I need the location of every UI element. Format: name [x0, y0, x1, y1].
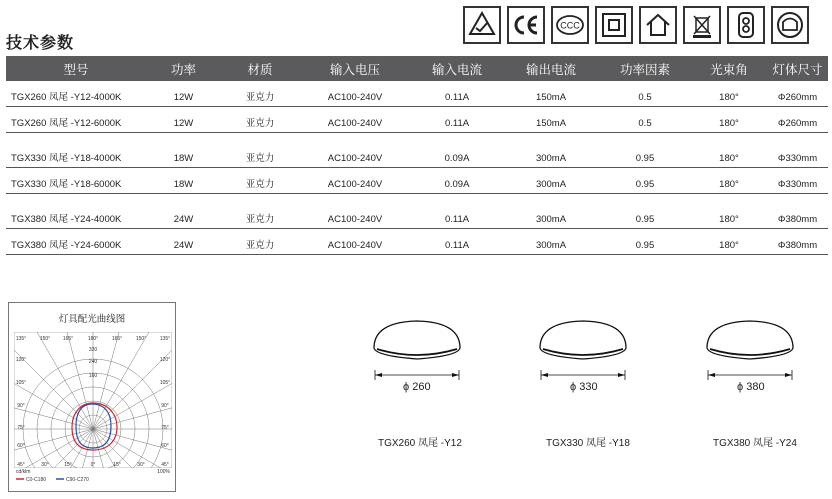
dimension-line-380: [705, 368, 795, 382]
cell-power-factor: 0.95: [599, 133, 691, 168]
polar-title: 灯具配光曲线图: [58, 314, 126, 325]
cell-input-current: 0.09A: [411, 168, 503, 194]
polar-distribution-diagram: [8, 302, 176, 492]
table-row: [6, 194, 828, 229]
cell-size: Φ260mm: [767, 107, 828, 133]
polar-angle-label: 75°: [17, 425, 25, 431]
cell-input-current: 0.11A: [411, 229, 503, 255]
polar-angle-label: 135°: [15, 336, 27, 342]
cell-voltage: AC100-240V: [299, 81, 411, 107]
header-beam-angle: 光束角: [691, 56, 767, 81]
cell-input-current: 0.11A: [411, 194, 503, 229]
polar-angle-label: 180°: [87, 336, 99, 342]
cell-beam-angle: 180°: [691, 194, 767, 229]
cell-material: 亚克力: [221, 133, 299, 168]
header-material: 材质: [221, 56, 299, 81]
polar-angle-label: 150°: [39, 336, 51, 342]
polar-angle-label: 105°: [159, 380, 171, 386]
polar-grid: [13, 331, 173, 489]
lamp-label-330: TGX330 凤尾 -Y18: [546, 438, 630, 449]
header-model: 型号: [6, 56, 146, 81]
cell-material: 亚克力: [221, 229, 299, 255]
polar-angle-label: 75°: [161, 425, 169, 431]
polar-angle-label: 0°: [90, 462, 96, 468]
polar-radial-label: 160: [88, 373, 98, 379]
cell-power-factor: 0.95: [599, 194, 691, 229]
certification-icons: [463, 6, 809, 44]
cell-power-factor: 0.95: [599, 168, 691, 194]
polar-angle-label: 165°: [111, 336, 123, 342]
cell-material: 亚克力: [221, 194, 299, 229]
ce-icon: [507, 6, 545, 44]
ip-icon: [771, 6, 809, 44]
header-power: 功率: [146, 56, 221, 81]
ccc-icon: [551, 6, 589, 44]
polar-angle-label: 45°: [161, 462, 169, 468]
polar-angle-label: 30°: [41, 462, 49, 468]
cell-power: 12W: [146, 81, 221, 107]
cell-size: Φ330mm: [767, 168, 828, 194]
cell-beam-angle: 180°: [691, 229, 767, 255]
table-row: [6, 168, 828, 194]
table-row: [6, 133, 828, 168]
polar-angle-label: 120°: [15, 357, 27, 363]
cell-material: 亚克力: [221, 107, 299, 133]
cell-power-factor: 0.95: [599, 229, 691, 255]
polar-angle-label: 15°: [113, 462, 121, 468]
polar-angle-label: 120°: [159, 357, 171, 363]
cell-size: Φ330mm: [767, 133, 828, 168]
cell-beam-angle: 180°: [691, 133, 767, 168]
cell-material: 亚克力: [221, 81, 299, 107]
cell-output-current: 300mA: [503, 133, 599, 168]
header-power-factor: 功率因素: [599, 56, 691, 81]
lamp-profile-380: [705, 318, 795, 364]
section-title: 技术参数: [6, 35, 75, 52]
polar-angle-label: 45°: [17, 462, 25, 468]
cell-power-factor: 0.5: [599, 81, 691, 107]
cell-model: TGX380 凤尾 -Y24-6000K: [6, 229, 146, 255]
cell-beam-angle: 180°: [691, 107, 767, 133]
cell-beam-angle: 180°: [691, 168, 767, 194]
lamp-label-260: TGX260 凤尾 -Y12: [378, 438, 462, 449]
cell-power: 18W: [146, 133, 221, 168]
dimension-line-260: [372, 368, 462, 382]
header-input-voltage: 输入电压: [299, 56, 411, 81]
legend-label: C90-C270: [66, 477, 89, 483]
lamp-label-380: TGX380 凤尾 -Y24: [713, 438, 797, 449]
class-ii-icon: [595, 6, 633, 44]
cell-model: TGX380 凤尾 -Y24-4000K: [6, 194, 146, 229]
cell-input-current: 0.11A: [411, 107, 503, 133]
table-header: [6, 56, 828, 81]
cell-input-current: 0.11A: [411, 81, 503, 107]
spec-table: [6, 56, 828, 255]
polar-percent-label: 100%: [157, 469, 170, 475]
cell-output-current: 150mA: [503, 81, 599, 107]
cell-power-factor: 0.5: [599, 107, 691, 133]
table-row: [6, 107, 828, 133]
header-size: 灯体尺寸: [767, 56, 828, 81]
cell-model: TGX260 凤尾 -Y12-6000K: [6, 107, 146, 133]
lamp-profile-330: [538, 318, 628, 364]
cell-model: TGX330 凤尾 -Y18-4000K: [6, 133, 146, 168]
cell-size: Φ380mm: [767, 229, 828, 255]
cell-power: 12W: [146, 107, 221, 133]
lamp-dimension-380: ϕ 380: [737, 381, 765, 393]
table-row: [6, 81, 828, 107]
dimension-line-330: [538, 368, 628, 382]
polar-angle-label: 165°: [62, 336, 74, 342]
cell-power: 24W: [146, 194, 221, 229]
cell-voltage: AC100-240V: [299, 194, 411, 229]
svg-text:CCC: CCC: [560, 20, 580, 31]
indoor-use-icon: [639, 6, 677, 44]
polar-radial-label: 240: [88, 359, 98, 365]
polar-angle-label: 135°: [159, 336, 171, 342]
cell-beam-angle: 180°: [691, 81, 767, 107]
cell-model: TGX260 凤尾 -Y12-4000K: [6, 81, 146, 107]
polar-angle-label: 90°: [17, 403, 25, 409]
polar-angle-label: 60°: [17, 443, 25, 449]
cell-voltage: AC100-240V: [299, 229, 411, 255]
cell-output-current: 300mA: [503, 229, 599, 255]
polar-angle-label: 105°: [15, 380, 27, 386]
cell-material: 亚克力: [221, 168, 299, 194]
polar-angle-label: 15°: [64, 462, 72, 468]
weee-bin-icon: [683, 6, 721, 44]
cell-size: Φ260mm: [767, 81, 828, 107]
cell-power: 18W: [146, 168, 221, 194]
cell-model: TGX330 凤尾 -Y18-6000K: [6, 168, 146, 194]
rcm-icon: [463, 6, 501, 44]
legend-label: C0-C180: [26, 477, 47, 483]
header-input-current: 输入电流: [411, 56, 503, 81]
f-mark-icon: [727, 6, 765, 44]
polar-radial-label: 320: [88, 347, 98, 353]
cell-output-current: 300mA: [503, 194, 599, 229]
cell-output-current: 300mA: [503, 168, 599, 194]
cell-output-current: 150mA: [503, 107, 599, 133]
cell-voltage: AC100-240V: [299, 133, 411, 168]
cell-input-current: 0.09A: [411, 133, 503, 168]
cell-size: Φ380mm: [767, 194, 828, 229]
cell-voltage: AC100-240V: [299, 107, 411, 133]
cell-voltage: AC100-240V: [299, 168, 411, 194]
lamp-profile-260: [372, 318, 462, 364]
header-output-current: 输出电流: [503, 56, 599, 81]
polar-angle-label: 60°: [161, 443, 169, 449]
polar-angle-label: 150°: [135, 336, 147, 342]
lamp-dimension-260: ϕ 260: [403, 381, 431, 393]
lamp-dimension-330: ϕ 330: [570, 381, 598, 393]
polar-unit-label: cd/klm: [16, 469, 31, 475]
polar-angle-label: 90°: [161, 403, 169, 409]
polar-angle-label: 30°: [137, 462, 145, 468]
cell-power: 24W: [146, 229, 221, 255]
table-row: [6, 229, 828, 255]
